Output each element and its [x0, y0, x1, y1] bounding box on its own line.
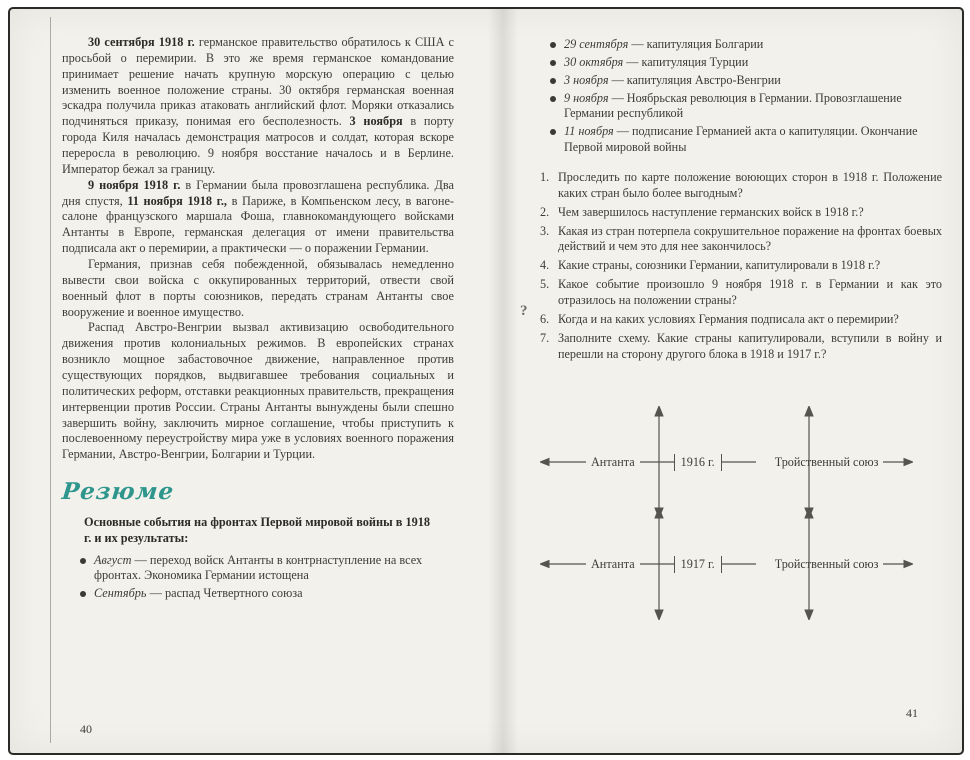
page-number-left: 40 — [80, 722, 92, 736]
question-text: Проследить по карте положение воюющих сторон в 1918 г. Положение каких стран было более выгодным? — [558, 170, 942, 200]
left-page — [62, 35, 454, 604]
question-text: Какое событие произошло 9 ноября 1918 г. в Германии и как это отразилось на положении страны? — [558, 277, 942, 308]
bullet-date: 11 ноября — [564, 124, 614, 139]
paragraph-1 — [62, 35, 454, 178]
bullet-text: — капитуляция Турции — [623, 54, 749, 69]
diagram-row-1916 — [540, 450, 942, 474]
bullet-date: 3 ноября — [564, 72, 609, 87]
question-number: 3. — [540, 223, 550, 238]
question-item — [540, 312, 942, 328]
question-text: Какая из стран потерпела сокрушительное поражение на фронтах боевых действий и чем это для нее закончилось? — [558, 223, 942, 254]
question-text: Чем завершилось наступление германских войск в 1918 г.? — [558, 204, 864, 219]
bullet-date: Сентябрь — [94, 586, 147, 601]
diagram-label-triple-alliance: Тройственный союз — [774, 454, 879, 469]
summary-title: Основные события на фронтах Первой мировой войны в 1918 г. и их результаты: — [84, 514, 431, 545]
bullet-icon — [550, 60, 556, 66]
arrow-right-icon — [883, 558, 913, 570]
question-text: Когда и на каких условиях Германия подписала акт о перемирии? — [558, 311, 899, 326]
question-item — [540, 170, 942, 202]
diagram-year-label: 1916 г. — [674, 454, 722, 472]
question-number: 4. — [540, 258, 550, 273]
paragraph-text: Распад Австро-Венгрии вызвал активизацию освободительного движения против колониальных режимов. В европейских странах возникло мощное забастовочное движение, направленное против существующих порядков, выдвигавшее требования социальных и политических реформ, отставки реакционных правительств, прекращения интервенции против России. Страны Антанты вынуждены были спешно завершить войну, заключить мирное соглашение, чтобы приступить к послевоенному переустройству мира уже в условиях военного поражения Германии, Австро-Венгрии, Болгарии и Турции. — [62, 320, 454, 462]
diagram-year-label: 1917 г. — [674, 556, 722, 574]
paragraph-text: германское правительство обратилось к США с просьбой о перемирии. В это же время германское командование принимает решение начать крупную морскую операцию с целью изменить военное положение страны. 30 октября германская военная эскадра получила приказ атаковать английский флот. Моряки отказались подчиняться приказу, понимая его бесполезность. — [62, 35, 454, 129]
events-bullet-list — [550, 37, 942, 156]
bullet-text: — Ноябрьская революция в Германии. Провозглашение Германии республикой — [564, 90, 902, 121]
question-text: Какие страны, союзники Германии, капитулировали в 1918 г.? — [558, 258, 881, 273]
diagram-label-entente: Антанта — [591, 454, 635, 469]
question-item — [540, 277, 942, 309]
list-item — [550, 91, 942, 123]
list-item — [550, 73, 942, 89]
bullet-text: — капитуляция Болгарии — [628, 37, 764, 51]
bullet-date: 9 ноября — [564, 90, 609, 105]
list-item — [80, 586, 454, 602]
vertical-double-arrow-icon — [802, 508, 816, 620]
bullet-icon — [550, 42, 556, 48]
paragraph-text: в Германии была провозглашена республика. Два дня спустя, — [62, 177, 455, 208]
bold-date: 3 ноября — [349, 114, 403, 129]
vertical-double-arrow-icon — [802, 406, 816, 518]
scheme-diagram — [540, 416, 942, 646]
bold-date: 9 ноября 1918 г. — [88, 177, 181, 192]
bullet-date: Август — [94, 552, 132, 567]
question-number: 2. — [540, 204, 550, 219]
paragraph-4 — [62, 320, 454, 463]
paragraph-3 — [62, 257, 454, 320]
resume-heading: Резюме — [60, 478, 176, 506]
question-item — [540, 205, 942, 221]
vertical-double-arrow-icon — [652, 406, 666, 518]
question-number: 1. — [540, 170, 550, 185]
bullet-icon — [80, 558, 86, 564]
connector-line — [722, 456, 756, 468]
question-number: 7. — [540, 330, 550, 345]
paragraph-text: в Париже, в Компьенском лесу, в вагоне-салоне французского маршала Фоша, главнокомандующего войсками Антанты в Европе, германская делегация от имени правительства подписала акт о перемирии, а практически — о поражении Германии. — [62, 193, 454, 256]
diagram-label-triple-alliance: Тройственный союз — [774, 556, 879, 571]
list-item — [550, 37, 942, 53]
list-item — [80, 553, 454, 585]
paragraph-text: Германия, признав себя побежденной, обязывалась немедленно вывести свои войска с оккупированных территорий, отвести свой военный флот в порты союзников, передать странам Антанты свое вооружение и военное имущество. — [62, 257, 454, 319]
arrow-right-icon — [883, 456, 913, 468]
bullet-date: 30 октября — [564, 54, 624, 69]
arrow-left-icon — [540, 558, 586, 570]
paragraph-2 — [62, 178, 454, 257]
page-gutter — [488, 9, 518, 753]
diagram-row-1917 — [540, 552, 942, 576]
question-number: 6. — [540, 311, 550, 326]
bullet-text: — распад Четвертного союза — [146, 586, 303, 601]
right-page — [520, 35, 942, 646]
list-item — [550, 124, 942, 156]
connector-line — [722, 558, 756, 570]
list-item — [550, 55, 942, 71]
bullet-icon — [550, 78, 556, 84]
question-item — [540, 331, 942, 363]
question-text: Заполните схему. Какие страны капитулировали, вступили в войну и перешли на сторону другого блока в 1918 и 1917 г.? — [558, 330, 942, 361]
page-edge-line — [50, 17, 51, 743]
bullet-icon — [550, 129, 556, 135]
bullet-text: — подписание Германией акта о капитуляции. Окончание Первой мировой войны — [564, 124, 918, 155]
questions-block — [520, 170, 942, 362]
bullet-icon — [80, 591, 86, 597]
summary-bullet-list — [80, 553, 454, 603]
bullet-text: — переход войск Антанты в контрнаступление на всех фронтах. Экономика Германии истощена — [94, 552, 423, 583]
book-spread — [8, 7, 964, 755]
arrow-left-icon — [540, 456, 586, 468]
bullet-text: — капитуляция Австро-Венгрии — [608, 72, 781, 87]
page-number-right: 41 — [906, 706, 918, 720]
question-item — [540, 258, 942, 274]
paragraph-text: в порту города Киля началась демонстрация матросов и солдат, которая вскоре переросла в революцию. 9 ноября восстание началось и в Берлине. Император бежал за границу. — [62, 114, 454, 176]
bullet-icon — [550, 96, 556, 102]
bold-date: 11 ноября 1918 г., — [127, 193, 228, 208]
diagram-label-entente: Антанта — [591, 556, 635, 571]
question-item — [540, 224, 942, 256]
question-number: 5. — [540, 277, 550, 292]
vertical-double-arrow-icon — [652, 508, 666, 620]
question-mark-icon: ? — [520, 303, 528, 320]
bold-date: 30 сентября 1918 г. — [88, 35, 195, 49]
bullet-date: 29 сентября — [564, 37, 629, 51]
